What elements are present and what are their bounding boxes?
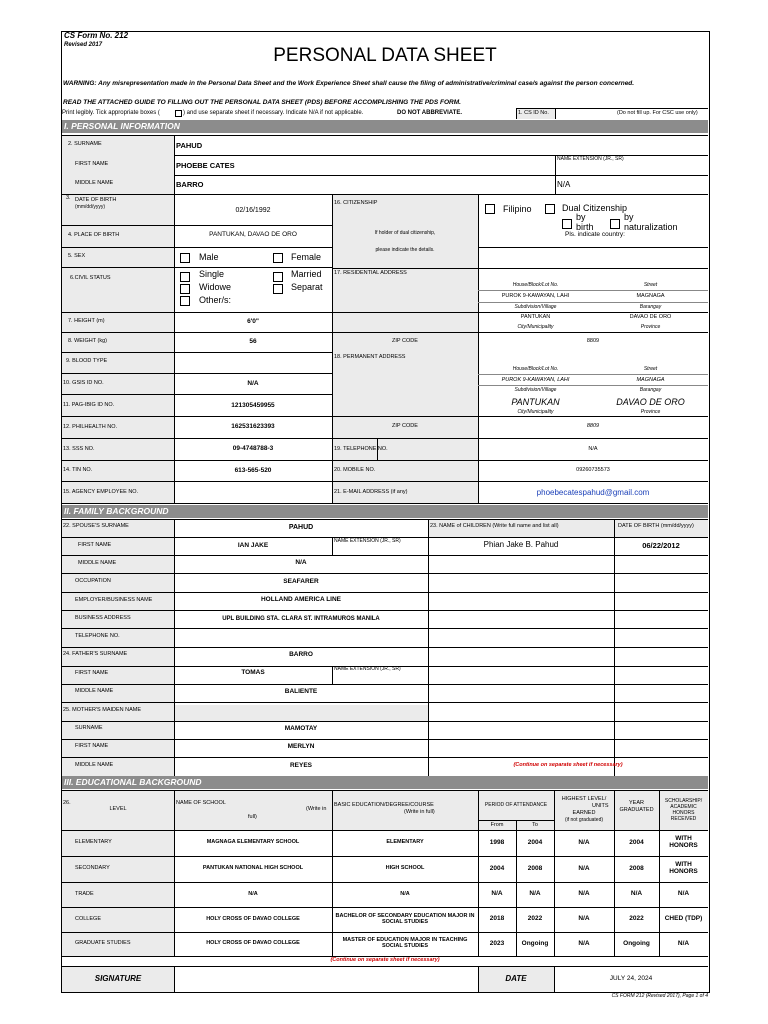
school-header: NAME OF SCHOOL bbox=[176, 800, 226, 806]
child-dob-label: DATE OF BIRTH (mm/dd/yyyy) bbox=[618, 523, 694, 529]
education-to-cell[interactable]: 2022 bbox=[527, 915, 543, 923]
education-from-cell[interactable]: 2023 bbox=[489, 939, 505, 947]
others-label: Other/s: bbox=[199, 295, 232, 305]
education-to-cell[interactable]: N/A bbox=[529, 890, 541, 898]
place-of-birth-label: 4. PLACE OF BIRTH bbox=[68, 232, 120, 238]
father-middle-name-value[interactable]: BALIENTE bbox=[284, 688, 318, 695]
education-school-cell[interactable]: MAGNAGA ELEMENTARY SCHOOL bbox=[206, 839, 300, 846]
education-from-cell[interactable]: 1998 bbox=[489, 838, 505, 846]
warning-text: WARNING: Any misrepresentation made in the Personal Data Sheet and the Work Experience Sheet shall cause the filing of administrative/criminal case/s against the person concerned. bbox=[63, 80, 635, 87]
perm-city-value[interactable]: PANTUKAN bbox=[511, 397, 560, 407]
male-checkbox[interactable] bbox=[180, 253, 190, 263]
res-zip-label: ZIP CODE bbox=[392, 338, 418, 344]
res-subdivision-caption: Subdivision/Village bbox=[514, 304, 557, 310]
level-header: LEVEL bbox=[109, 806, 127, 812]
others-checkbox[interactable] bbox=[180, 296, 190, 306]
education-level-cell: COLLEGE bbox=[75, 915, 101, 922]
middle-name-value[interactable]: BARRO bbox=[176, 180, 204, 189]
married-checkbox[interactable] bbox=[273, 272, 283, 282]
civil-status-label: 6.CIVIL STATUS bbox=[70, 275, 111, 281]
highest-header-4: (if not graduated) bbox=[564, 817, 604, 823]
mother-maiden-name-label: 25. MOTHER'S MAIDEN NAME bbox=[63, 707, 142, 713]
philhealth-value[interactable]: 162531623393 bbox=[231, 423, 275, 430]
male-label: Male bbox=[199, 252, 219, 262]
single-label: Single bbox=[199, 269, 225, 279]
surname-value[interactable]: PAHUD bbox=[176, 141, 203, 150]
height-label: 7. HEIGHT (m) bbox=[68, 318, 105, 324]
honors-header-4: RECEIVED bbox=[670, 816, 697, 822]
section-educational-background: III. EDUCATIONAL BACKGROUND bbox=[62, 776, 708, 789]
education-units-cell[interactable]: N/A bbox=[578, 890, 590, 898]
form-number: CS Form No. 212 bbox=[64, 31, 129, 40]
honors-header-1: SCHOLARSHIP/ bbox=[664, 798, 703, 804]
res-street-caption: Street bbox=[643, 282, 658, 288]
mobile-value[interactable]: 09260735573 bbox=[576, 467, 610, 473]
filipino-checkbox[interactable] bbox=[485, 204, 495, 214]
print-note-a: Print legibly. Tick appropriate boxes ( bbox=[62, 110, 160, 116]
education-course-cell[interactable]: HIGH SCHOOL bbox=[385, 865, 425, 872]
education-level-cell: GRADUATE STUDIES bbox=[75, 940, 131, 947]
education-school-cell[interactable]: HOLY CROSS OF DAVAO COLLEGE bbox=[206, 940, 300, 947]
by-birth-checkbox[interactable] bbox=[562, 219, 572, 229]
perm-zip-label: ZIP CODE bbox=[392, 423, 418, 429]
name-extension-value[interactable]: N/A bbox=[557, 180, 571, 189]
education-units-cell[interactable]: N/A bbox=[578, 939, 590, 947]
education-to-cell[interactable]: 2004 bbox=[527, 838, 543, 846]
email-value[interactable]: phoebecatespahud@gmail.com bbox=[536, 488, 650, 497]
course-header: BASIC EDUCATION/DEGREE/COURSE bbox=[334, 802, 434, 808]
res-barangay-caption: Barangay bbox=[639, 304, 662, 310]
mother-middle-name-value[interactable]: REYES bbox=[289, 762, 313, 769]
res-house-value[interactable]: PUROK 9-KAWAYAN, LAHI bbox=[501, 293, 570, 299]
citizenship-label: 16. CITIZENSHIP bbox=[334, 200, 378, 206]
perm-province-value[interactable]: DAVAO DE ORO bbox=[616, 397, 685, 407]
education-units-cell[interactable]: N/A bbox=[578, 915, 590, 923]
res-city-caption: City/Municipality bbox=[517, 324, 554, 330]
first-name-value[interactable]: PHOEBE CATES bbox=[176, 161, 235, 170]
perm-subdivision-caption: Subdivision/Village bbox=[514, 387, 557, 393]
education-to-cell[interactable]: Ongoing bbox=[521, 939, 549, 947]
mother-first-name-label: FIRST NAME bbox=[75, 743, 109, 749]
spouse-middle-name-label: MIDDLE NAME bbox=[78, 560, 117, 566]
res-street-value[interactable]: MAGNAGA bbox=[636, 293, 665, 299]
family-continue-note: (Continue on separate sheet if necessary) bbox=[513, 762, 623, 768]
child-1-dob[interactable]: 06/22/2012 bbox=[642, 541, 680, 550]
pagibig-value[interactable]: 121305459955 bbox=[231, 402, 275, 409]
education-year-cell[interactable]: Ongoing bbox=[623, 939, 650, 947]
agency-employee-label: 15. AGENCY EMPLOYEE NO. bbox=[63, 489, 139, 495]
page-title: PERSONAL DATA SHEET bbox=[273, 45, 497, 66]
weight-label: 8. WEIGHT (kg) bbox=[68, 338, 108, 344]
middle-name-label: MIDDLE NAME bbox=[75, 180, 114, 186]
mother-first-name-value[interactable]: MERLYN bbox=[287, 743, 315, 750]
highest-header-1: HIGHEST LEVEL/ bbox=[561, 796, 607, 802]
education-course-cell[interactable]: N/A bbox=[400, 890, 410, 897]
weight-value[interactable]: 56 bbox=[249, 338, 257, 345]
sss-value[interactable]: 09-4748788-3 bbox=[232, 445, 274, 452]
education-number: 26. bbox=[63, 800, 71, 806]
education-level-cell: SECONDARY bbox=[75, 865, 110, 872]
spouse-name-ext-label: NAME EXTENSION (JR., SR) bbox=[334, 538, 401, 544]
business-address-value[interactable]: UPL BUILDING STA. CLARA ST. INTRAMUROS MANILA bbox=[222, 616, 380, 622]
father-middle-name-label: MIDDLE NAME bbox=[75, 688, 114, 694]
education-honors-cell[interactable]: CHED (TDP) bbox=[664, 915, 703, 923]
period-to-header: To bbox=[532, 822, 538, 828]
education-units-cell[interactable]: N/A bbox=[578, 838, 590, 846]
education-course-cell[interactable]: MASTER OF EDUCATION MAJOR IN TEACHING SOCIAL STUDIES bbox=[342, 937, 468, 949]
school-full: full) bbox=[248, 814, 257, 820]
father-name-ext-label: NAME EXTENSION (JR., SR) bbox=[334, 666, 401, 672]
cs-id-note: (Do not fill up. For CSC use only) bbox=[617, 110, 698, 116]
widowed-label: Widowe bbox=[199, 282, 232, 292]
tick-sample-checkbox bbox=[175, 110, 182, 117]
spouse-first-name-label: FIRST NAME bbox=[78, 542, 112, 548]
section-personal-info: I. PERSONAL INFORMATION bbox=[62, 120, 708, 133]
employer-label: EMPLOYER/BUSINESS NAME bbox=[75, 597, 153, 603]
indicate-country-note: Pls. indicate country: bbox=[565, 231, 625, 238]
by-naturalization-checkbox[interactable] bbox=[610, 219, 620, 229]
email-label: 21. E-MAIL ADDRESS (if any) bbox=[334, 489, 408, 495]
res-province-caption: Province bbox=[640, 324, 661, 330]
by-naturalization-label-a: by bbox=[624, 212, 634, 222]
education-level-cell: TRADE bbox=[75, 890, 94, 897]
signature-label: SIGNATURE bbox=[94, 974, 142, 983]
perm-house-caption: House/Block/Lot No. bbox=[512, 366, 559, 372]
occupation-label: OCCUPATION bbox=[75, 578, 111, 584]
by-birth-label-b: birth bbox=[576, 222, 594, 232]
dual-citizenship-label: Dual Citizenship bbox=[562, 203, 628, 213]
education-honors-cell[interactable]: WITH HONORS bbox=[669, 861, 698, 875]
education-course-cell[interactable]: ELEMENTARY bbox=[386, 839, 424, 846]
perm-street-value[interactable]: MAGNAGA bbox=[636, 377, 665, 383]
female-checkbox[interactable] bbox=[273, 253, 283, 263]
education-continue-note: (Continue on separate sheet if necessary) bbox=[330, 957, 440, 963]
education-from-cell[interactable]: 2018 bbox=[489, 915, 505, 923]
education-from-cell[interactable]: N/A bbox=[491, 890, 503, 898]
place-of-birth-value[interactable]: PANTUKAN, DAVAO DE ORO bbox=[209, 231, 297, 238]
res-province-value[interactable]: DAVAO DE ORO bbox=[629, 314, 672, 320]
perm-barangay-caption: Barangay bbox=[639, 387, 662, 393]
dual-note-2: please indicate the details. bbox=[375, 247, 435, 253]
business-address-label: BUSINESS ADDRESS bbox=[75, 615, 131, 621]
education-honors-cell[interactable]: WITH HONORS bbox=[669, 835, 698, 849]
cs-id-label: 1. CS ID No. bbox=[518, 110, 549, 116]
filipino-label: Filipino bbox=[503, 204, 532, 214]
pds-form bbox=[61, 31, 710, 993]
perm-house-value[interactable]: PUROK 9-KAWAYAN, LAHI bbox=[501, 377, 570, 383]
telephone-value[interactable]: N/A bbox=[588, 446, 598, 452]
year-graduated-header-2: GRADUATED bbox=[619, 807, 654, 813]
spouse-middle-name-value[interactable]: N/A bbox=[295, 559, 307, 566]
tin-value[interactable]: 613-565-520 bbox=[234, 467, 272, 474]
period-header: PERIOD OF ATTENDANCE bbox=[484, 802, 548, 808]
no-abbreviate-note: DO NOT ABBREVIATE. bbox=[397, 110, 463, 116]
education-units-cell[interactable]: N/A bbox=[578, 864, 590, 872]
education-year-cell[interactable]: 2008 bbox=[629, 864, 644, 872]
residential-address-label: 17. RESIDENTIAL ADDRESS bbox=[334, 270, 407, 276]
highest-header-2: UNITS bbox=[592, 803, 609, 809]
education-school-cell[interactable]: N/A bbox=[248, 890, 258, 897]
spouse-surname-value[interactable]: PAHUD bbox=[288, 524, 314, 531]
occupation-value[interactable]: SEAFARER bbox=[283, 578, 319, 585]
surname-label: 2. SURNAME bbox=[68, 141, 102, 147]
dob-format: (mm/dd/yyyy) bbox=[75, 204, 105, 210]
res-city-value[interactable]: PANTUKAN bbox=[520, 314, 551, 320]
mother-surname-label: SURNAME bbox=[75, 725, 103, 731]
education-year-cell[interactable]: 2004 bbox=[629, 838, 644, 846]
blood-type-label: 9. BLOOD TYPE bbox=[66, 358, 108, 364]
sex-label: 5. SEX bbox=[68, 253, 86, 259]
father-surname-value[interactable]: BARRO bbox=[289, 651, 313, 658]
education-school-cell[interactable]: PANTUKAN NATIONAL HIGH SCHOOL bbox=[202, 865, 304, 872]
mother-surname-value[interactable]: MAMOTAY bbox=[284, 725, 318, 732]
philhealth-label: 12. PHILHEALTH NO. bbox=[63, 424, 117, 430]
period-from-header: From bbox=[490, 822, 504, 828]
section-family-background: II. FAMILY BACKGROUND bbox=[62, 505, 708, 518]
dual-note-1: If holder of dual citizenship, bbox=[374, 230, 436, 236]
mobile-label: 20. MOBILE NO. bbox=[334, 467, 376, 473]
children-label: 23. NAME of CHILDREN (Write full name and list all) bbox=[430, 523, 559, 529]
father-first-name-value[interactable]: TOMAS bbox=[241, 669, 265, 676]
date-label: DATE bbox=[505, 974, 527, 983]
education-course-cell[interactable]: BACHELOR OF SECONDARY EDUCATION MAJOR IN SOCIAL STUDIES bbox=[335, 912, 475, 925]
education-honors-cell[interactable]: N/A bbox=[677, 939, 690, 947]
father-first-name-label: FIRST NAME bbox=[75, 670, 109, 676]
permanent-address-label: 18. PERMANENT ADDRESS bbox=[334, 354, 406, 360]
print-note-b: ) and use separate sheet if necessary. Indicate N/A if not applicable. bbox=[183, 110, 364, 116]
spouse-surname-label: 22. SPOUSE'S SURNAME bbox=[63, 523, 129, 529]
read-guide-note: READ THE ATTACHED GUIDE TO FILLING OUT THE PERSONAL DATA SHEET (PDS) BEFORE ACCOMPLISHING THE PDS FORM. bbox=[63, 99, 461, 106]
year-graduated-header-1: YEAR bbox=[629, 800, 644, 806]
education-honors-cell[interactable]: N/A bbox=[677, 890, 690, 898]
tin-label: 14. TIN NO. bbox=[63, 467, 93, 473]
honors-header-3: HONORS bbox=[672, 810, 695, 816]
mother-middle-name-label: MIDDLE NAME bbox=[75, 762, 114, 768]
spouse-first-name-value[interactable]: IAN JAKE bbox=[237, 542, 269, 549]
dob-label: DATE OF BIRTH bbox=[75, 197, 117, 203]
perm-city-caption: City/Municipality bbox=[517, 409, 554, 415]
education-year-cell[interactable]: 2022 bbox=[629, 915, 644, 923]
school-write-in: (Write in bbox=[306, 806, 327, 812]
separated-checkbox[interactable] bbox=[273, 284, 283, 294]
dob-value[interactable]: 02/16/1992 bbox=[235, 207, 271, 214]
date-value[interactable]: JULY 24, 2024 bbox=[609, 975, 653, 982]
highest-header-3: EARNED bbox=[572, 810, 596, 816]
female-label: Female bbox=[291, 252, 322, 262]
married-label: Married bbox=[291, 269, 322, 279]
perm-street-caption: Street bbox=[643, 366, 658, 372]
pagibig-label: 11. PAG-IBIG ID NO. bbox=[63, 402, 115, 408]
gsis-label: 10. GSIS ID NO. bbox=[63, 380, 104, 386]
honors-header-2: ACADEMIC bbox=[670, 804, 697, 810]
separated-label: Separat bbox=[291, 282, 323, 292]
perm-zip-value[interactable]: 8809 bbox=[586, 423, 600, 429]
first-name-label: FIRST NAME bbox=[75, 161, 109, 167]
telephone-label: 19. TELEPHONE NO. bbox=[334, 446, 388, 452]
gsis-value[interactable]: N/A bbox=[247, 380, 259, 387]
height-value[interactable]: 6'0" bbox=[247, 318, 259, 325]
employer-value[interactable]: HOLLAND AMERICA LINE bbox=[260, 596, 342, 603]
education-year-cell[interactable]: N/A bbox=[630, 890, 643, 898]
father-surname-label: 24. FATHER'S SURNAME bbox=[63, 651, 128, 657]
res-zip-value[interactable]: 8809 bbox=[586, 338, 600, 344]
education-from-cell[interactable]: 2004 bbox=[489, 864, 505, 872]
sss-label: 13. SSS NO. bbox=[63, 446, 95, 452]
course-write-in: (Write in full) bbox=[404, 809, 435, 815]
single-checkbox[interactable] bbox=[180, 272, 190, 282]
name-extension-label: NAME EXTENSION (JR., SR) bbox=[557, 156, 624, 162]
education-level-cell: ELEMENTARY bbox=[75, 839, 112, 846]
res-house-caption: House/Block/Lot No. bbox=[512, 282, 559, 288]
education-to-cell[interactable]: 2008 bbox=[527, 864, 543, 872]
dual-citizenship-checkbox[interactable] bbox=[545, 204, 555, 214]
by-birth-label-a: by bbox=[576, 212, 586, 222]
education-school-cell[interactable]: HOLY CROSS OF DAVAO COLLEGE bbox=[206, 915, 300, 922]
page-footer-note: CS FORM 212 (Revised 2017), Page 1 of 4 bbox=[611, 993, 708, 999]
perm-province-caption: Province bbox=[640, 409, 661, 415]
child-1-name[interactable]: Phian Jake B. Pahud bbox=[483, 540, 559, 549]
spouse-telephone-label: TELEPHONE NO. bbox=[75, 633, 120, 639]
by-naturalization-label-b: naturalization bbox=[624, 222, 678, 232]
form-revised: Revised 2017 bbox=[64, 42, 103, 48]
dob-number: 3. bbox=[66, 195, 71, 201]
widowed-checkbox[interactable] bbox=[180, 284, 190, 294]
